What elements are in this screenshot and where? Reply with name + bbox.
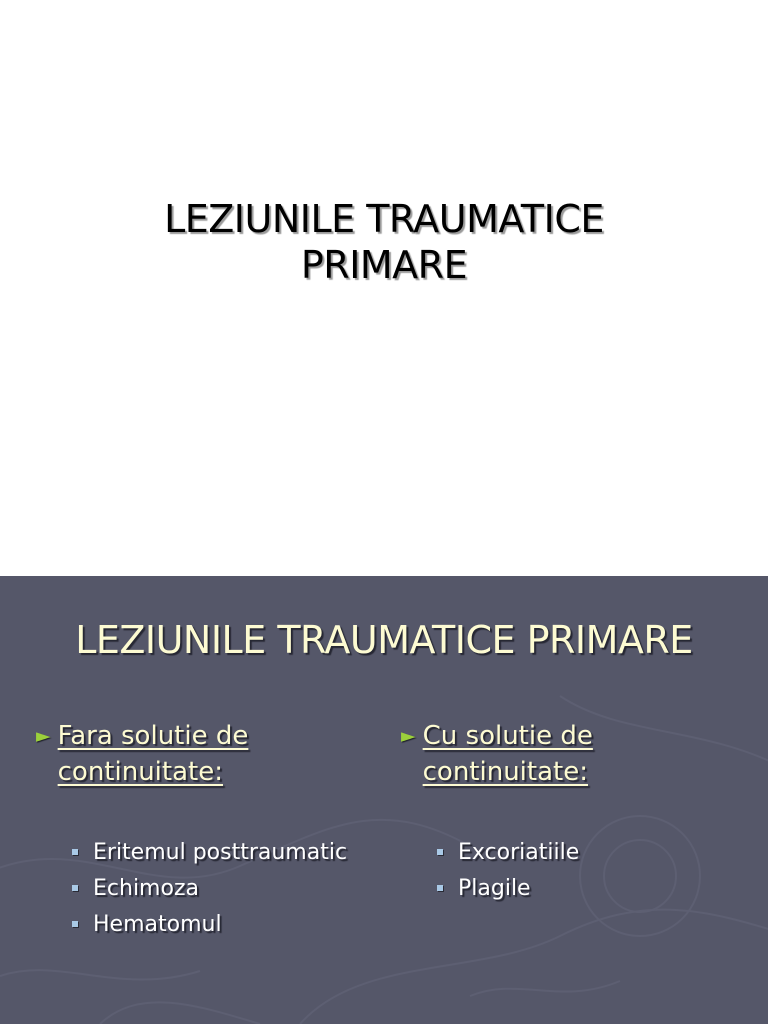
list-item-text: Hematomul (93, 911, 222, 937)
slide-1-title (0, 196, 768, 288)
list-item (437, 834, 579, 870)
slide-2-title: LEZIUNILE TRAUMATICE PRIMARE (75, 618, 693, 662)
slide-1-title-line-2: PRIMARE (300, 243, 468, 287)
left-heading-text (58, 718, 249, 790)
left-items-list (72, 834, 347, 942)
slide-2 (0, 576, 768, 1024)
list-item (437, 870, 579, 906)
list-item-text: Echimoza (93, 875, 199, 901)
square-bullet-icon (437, 885, 443, 891)
right-items-list (437, 834, 579, 906)
right-column (401, 718, 731, 901)
triangle-arrow-icon: ► (401, 725, 416, 747)
list-item (72, 906, 347, 942)
square-bullet-icon (72, 921, 78, 927)
square-bullet-icon (72, 885, 78, 891)
slide-1-title-line-1: LEZIUNILE TRAUMATICE (164, 197, 604, 241)
right-heading-line-2: continuitate: (422, 757, 588, 787)
left-heading-line-2: continuitate: (57, 757, 223, 787)
list-item-text: Plagile (458, 875, 531, 901)
list-item (72, 834, 347, 870)
triangle-arrow-icon: ► (36, 725, 51, 747)
right-heading-text (423, 718, 593, 790)
left-column (36, 718, 366, 937)
right-heading (401, 718, 731, 790)
square-bullet-icon (437, 849, 443, 855)
list-item-text: Eritemul posttraumatic (93, 839, 348, 865)
right-heading-line-1: Cu solutie de (422, 721, 593, 751)
list-item (72, 870, 347, 906)
left-heading (36, 718, 366, 790)
left-heading-line-1: Fara solutie de (57, 721, 249, 751)
list-item-text: Excoriatiile (458, 839, 580, 865)
square-bullet-icon (72, 849, 78, 855)
